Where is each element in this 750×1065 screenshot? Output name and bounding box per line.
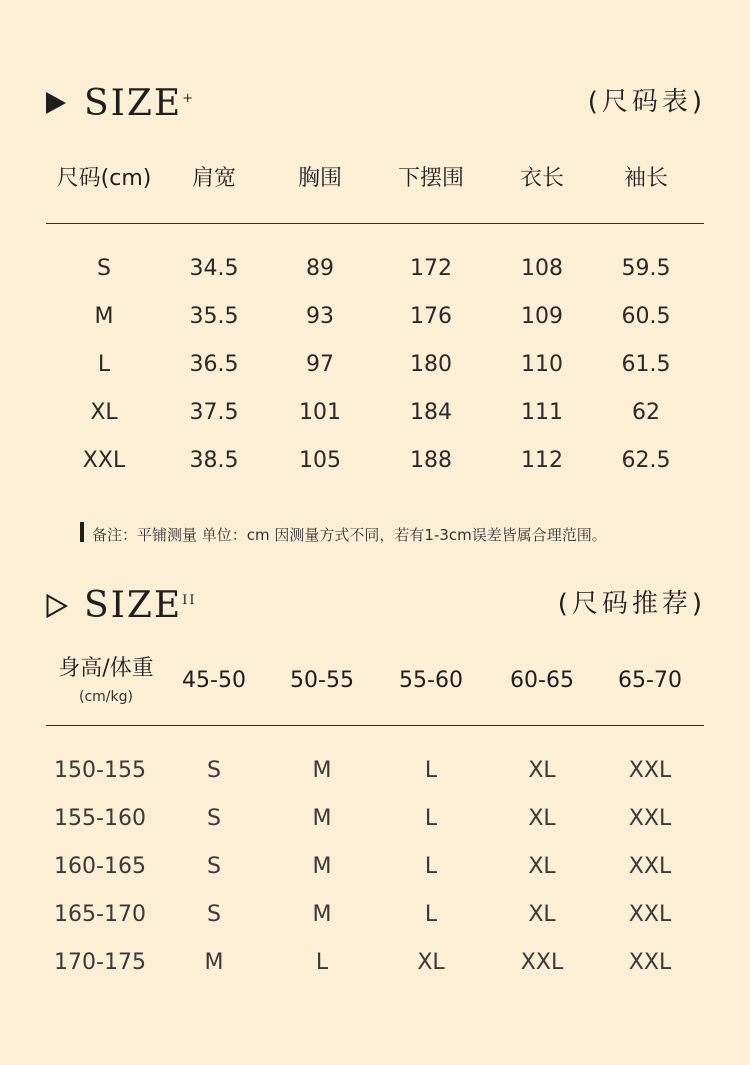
height-range-cell: 165-170	[54, 902, 146, 927]
recommended-size-cell: M	[312, 806, 332, 831]
measurement-cell: 176	[410, 304, 452, 329]
recommendation-title	[84, 585, 197, 626]
size-label-cell: XXL	[82, 448, 126, 473]
measurement-cell: 97	[306, 352, 334, 377]
column-header: 下摆围	[397, 166, 464, 191]
measurement-cell: 36.5	[189, 352, 239, 377]
size-label-cell: XL	[90, 400, 118, 425]
measurement-cell: 34.5	[189, 256, 239, 281]
corner-unit: (cm/kg)	[79, 689, 133, 705]
recommended-size-cell: L	[315, 950, 329, 975]
recommended-size-cell: XXL	[628, 806, 672, 831]
height-range-cell: 155-160	[54, 806, 146, 831]
recommended-size-cell: M	[312, 902, 332, 927]
recommended-size-cell: L	[424, 902, 438, 927]
measurement-cell: 59.5	[621, 256, 671, 281]
recommendation-title-text: SIZE	[84, 585, 183, 626]
recommended-size-cell: XL	[528, 854, 556, 879]
measurement-cell: 111	[521, 400, 563, 425]
measurement-cell: 60.5	[621, 304, 671, 329]
measurement-cell: 105	[299, 448, 341, 473]
measurement-cell: 61.5	[621, 352, 671, 377]
note-bar	[80, 522, 84, 542]
measurement-cell: 110	[521, 352, 563, 377]
measurement-cell: 188	[410, 448, 452, 473]
measurement-cell: 89	[306, 256, 334, 281]
measurement-cell: 112	[521, 448, 563, 473]
size-chart-tag: (尺码表)	[587, 87, 706, 117]
recommended-size-cell: L	[424, 806, 438, 831]
column-header: 胸围	[297, 166, 342, 191]
measurement-cell: 184	[410, 400, 452, 425]
measurement-cell: 172	[410, 256, 452, 281]
recommended-size-cell: XXL	[628, 902, 672, 927]
recommended-size-cell: M	[204, 950, 224, 975]
size-label-cell: M	[94, 304, 114, 329]
measurement-cell: 109	[521, 304, 563, 329]
recommended-size-cell: S	[207, 758, 221, 783]
recommended-size-cell: L	[424, 758, 438, 783]
measurement-cell: 93	[306, 304, 334, 329]
measurement-cell: 35.5	[189, 304, 239, 329]
recommended-size-cell: XXL	[628, 854, 672, 879]
recommended-size-cell: XXL	[628, 758, 672, 783]
recommended-size-cell: XL	[528, 902, 556, 927]
measurement-cell: 101	[299, 400, 341, 425]
measurement-cell: 180	[410, 352, 452, 377]
measurement-cell: 62	[632, 400, 660, 425]
weight-range-header: 45-50	[182, 668, 246, 693]
recommended-size-cell: XXL	[520, 950, 564, 975]
recommended-size-cell: L	[424, 854, 438, 879]
recommended-size-cell: XXL	[628, 950, 672, 975]
recommended-size-cell: M	[312, 758, 332, 783]
recommendation-title-sup: II	[182, 593, 197, 608]
column-header: 肩宽	[191, 166, 236, 191]
size-title-text: SIZE	[84, 83, 183, 124]
column-header: 衣长	[519, 166, 564, 191]
height-range-cell: 150-155	[54, 758, 146, 783]
recommended-size-cell: S	[207, 806, 221, 831]
recommended-size-cell: S	[207, 854, 221, 879]
header-divider	[46, 223, 704, 224]
height-range-cell: 170-175	[54, 950, 146, 975]
play-triangle-outline-icon	[46, 594, 68, 618]
recommended-size-cell: XL	[528, 758, 556, 783]
measurement-note: 备注：平铺测量 单位：cm 因测量方式不同，若有1-3cm误差皆属合理范围。	[92, 526, 607, 544]
measurement-cell: 62.5	[621, 448, 671, 473]
height-range-cell: 160-165	[54, 854, 146, 879]
play-triangle-icon	[46, 92, 66, 114]
measurement-cell: 108	[521, 256, 563, 281]
size-label-cell: S	[97, 256, 111, 281]
weight-range-header: 50-55	[290, 668, 354, 693]
recommended-size-cell: S	[207, 902, 221, 927]
column-header: 袖长	[623, 166, 668, 191]
column-header: 尺码(cm)	[56, 166, 152, 191]
header-divider-2	[46, 725, 704, 726]
recommended-size-cell: XL	[417, 950, 445, 975]
weight-range-header: 65-70	[618, 668, 682, 693]
recommendation-tag: (尺码推荐)	[557, 589, 706, 619]
size-label-cell: L	[97, 352, 111, 377]
corner-label: 身高/体重	[58, 656, 154, 681]
measurement-cell: 38.5	[189, 448, 239, 473]
size-chart-title	[84, 83, 196, 124]
recommended-size-cell: XL	[528, 806, 556, 831]
weight-range-header: 55-60	[399, 668, 463, 693]
recommended-size-cell: M	[312, 854, 332, 879]
size-title-sup: +	[182, 91, 196, 106]
weight-range-header: 60-65	[510, 668, 574, 693]
measurement-cell: 37.5	[189, 400, 239, 425]
